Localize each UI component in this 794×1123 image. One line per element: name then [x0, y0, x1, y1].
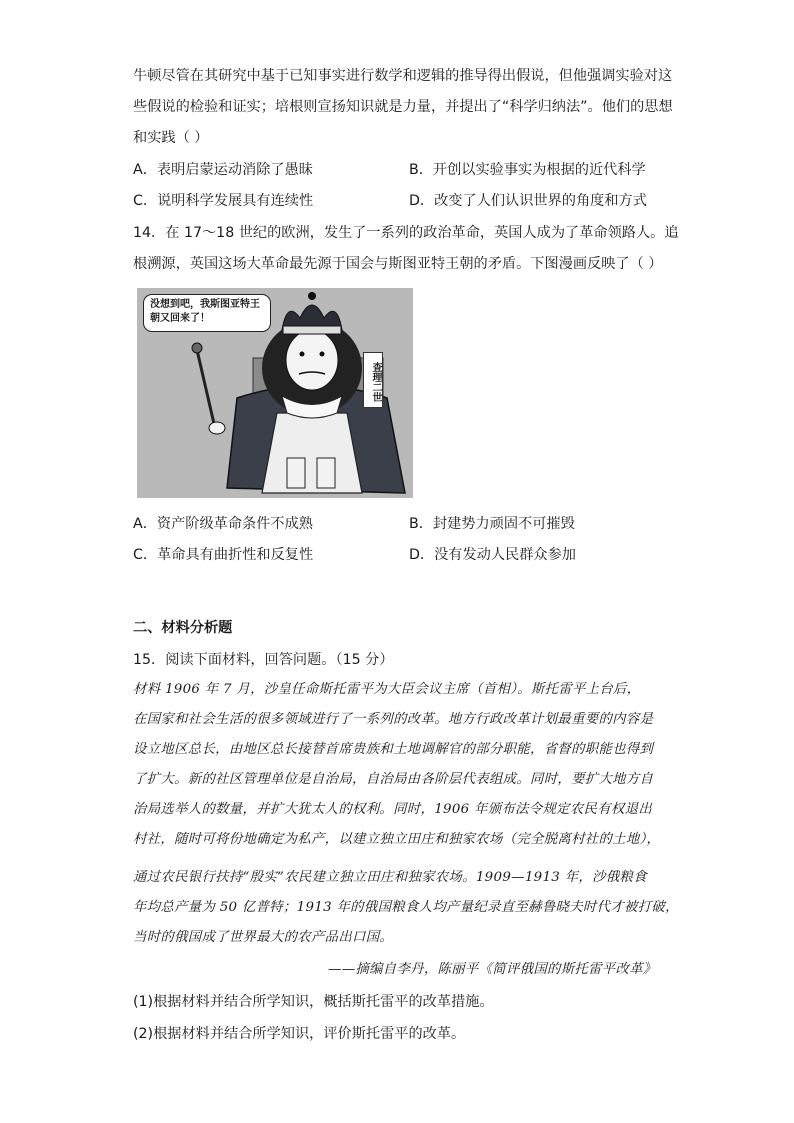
- q13-stem-line-1: 牛顿尽管在其研究中基于已知事实进行数学和逻辑的推导得出假说，但他强调实验对这: [133, 68, 673, 84]
- charles-ii-cartoon: [137, 288, 413, 498]
- q13-option-c: C．说明科学发展具有连续性: [133, 193, 314, 209]
- q13-option-a: A．表明启蒙运动消除了愚昧: [133, 162, 313, 178]
- material-line: 材料 1906 年 7 月，沙皇任命斯托雷平为大臣会议主席（首相）。斯托雷平上台后，: [133, 682, 641, 697]
- material-line: 年均总产量为 50 亿普特；1913 年的俄国粮食人均产量纪录直至赫鲁晓夫时代才被打破，: [133, 900, 679, 915]
- material-line: 在国家和社会生活的很多领域进行了一系列的改革。地方行政改革计划最重要的内容是: [133, 712, 654, 727]
- q15-subquestion-1: (1)根据材料并结合所学知识，概括斯托雷平的改革措施。: [133, 994, 494, 1010]
- q14-option-a: A．资产阶级革命条件不成熟: [133, 516, 313, 532]
- material-line: 设立地区总长，由地区总长接替首席贵族和土地调解官的部分职能，省督的职能也得到: [133, 742, 654, 757]
- q13-option-b: B．开创以实验事实为根据的近代科学: [409, 162, 646, 178]
- material-line: 了扩大。新的社区管理单位是自治局，自治局由各阶层代表组成。同时，要扩大地方自: [133, 772, 654, 787]
- q15-stem: 15．阅读下面材料，回答问题。（15 分）: [133, 652, 394, 668]
- q14-option-c: C．革命具有曲折性和反复性: [133, 547, 314, 563]
- q14-stem-line-2: 根溯源，英国这场大革命最先源于国会与斯图亚特王朝的矛盾。下图漫画反映了（ ）: [133, 256, 663, 272]
- q13-option-d: D．改变了人们认识世界的角度和方式: [409, 193, 647, 209]
- q14-stem-line-1: 14．在 17～18 世纪的欧洲，发生了一系列的政治革命，英国人成为了革命领路人。追: [133, 225, 679, 241]
- section-title: 二、材料分析题: [133, 620, 233, 636]
- q14-option-d: D．没有发动人民群众参加: [409, 547, 576, 563]
- q14-option-b: B．封建势力顽固不可摧毁: [409, 516, 575, 532]
- charles-ii-label: 查理二世: [363, 352, 383, 408]
- q13-stem-line-3: 和实践（ ）: [133, 130, 209, 146]
- material-line: 村社，随时可将份地确定为私产，以建立独立田庄和独家农场（完全脱离村社的土地），: [133, 832, 661, 847]
- speech-bubble: 没想到吧，我斯图亚特王朝又回来了！: [143, 294, 271, 332]
- q13-stem-line-2: 些假说的检验和证实；培根则宣扬知识就是力量，并提出了“科学归纳法”。他们的思想: [133, 99, 673, 115]
- material-line: 通过农民银行扶持“殷实”农民建立独立田庄和独家农场。1909—1913 年，沙俄粮食: [133, 870, 647, 885]
- material-line: 当时的俄国成了世界最大的农产品出口国。: [133, 930, 394, 945]
- material-source: ——摘编自李丹，陈丽平《简评俄国的斯托雷平改革》: [328, 962, 657, 977]
- material-line: 治局选举人的数量，并扩大犹太人的权利。同时，1906 年颁布法令规定农民有权退出: [133, 802, 653, 817]
- q15-subquestion-2: (2)根据材料并结合所学知识，评价斯托雷平的改革。: [133, 1026, 466, 1042]
